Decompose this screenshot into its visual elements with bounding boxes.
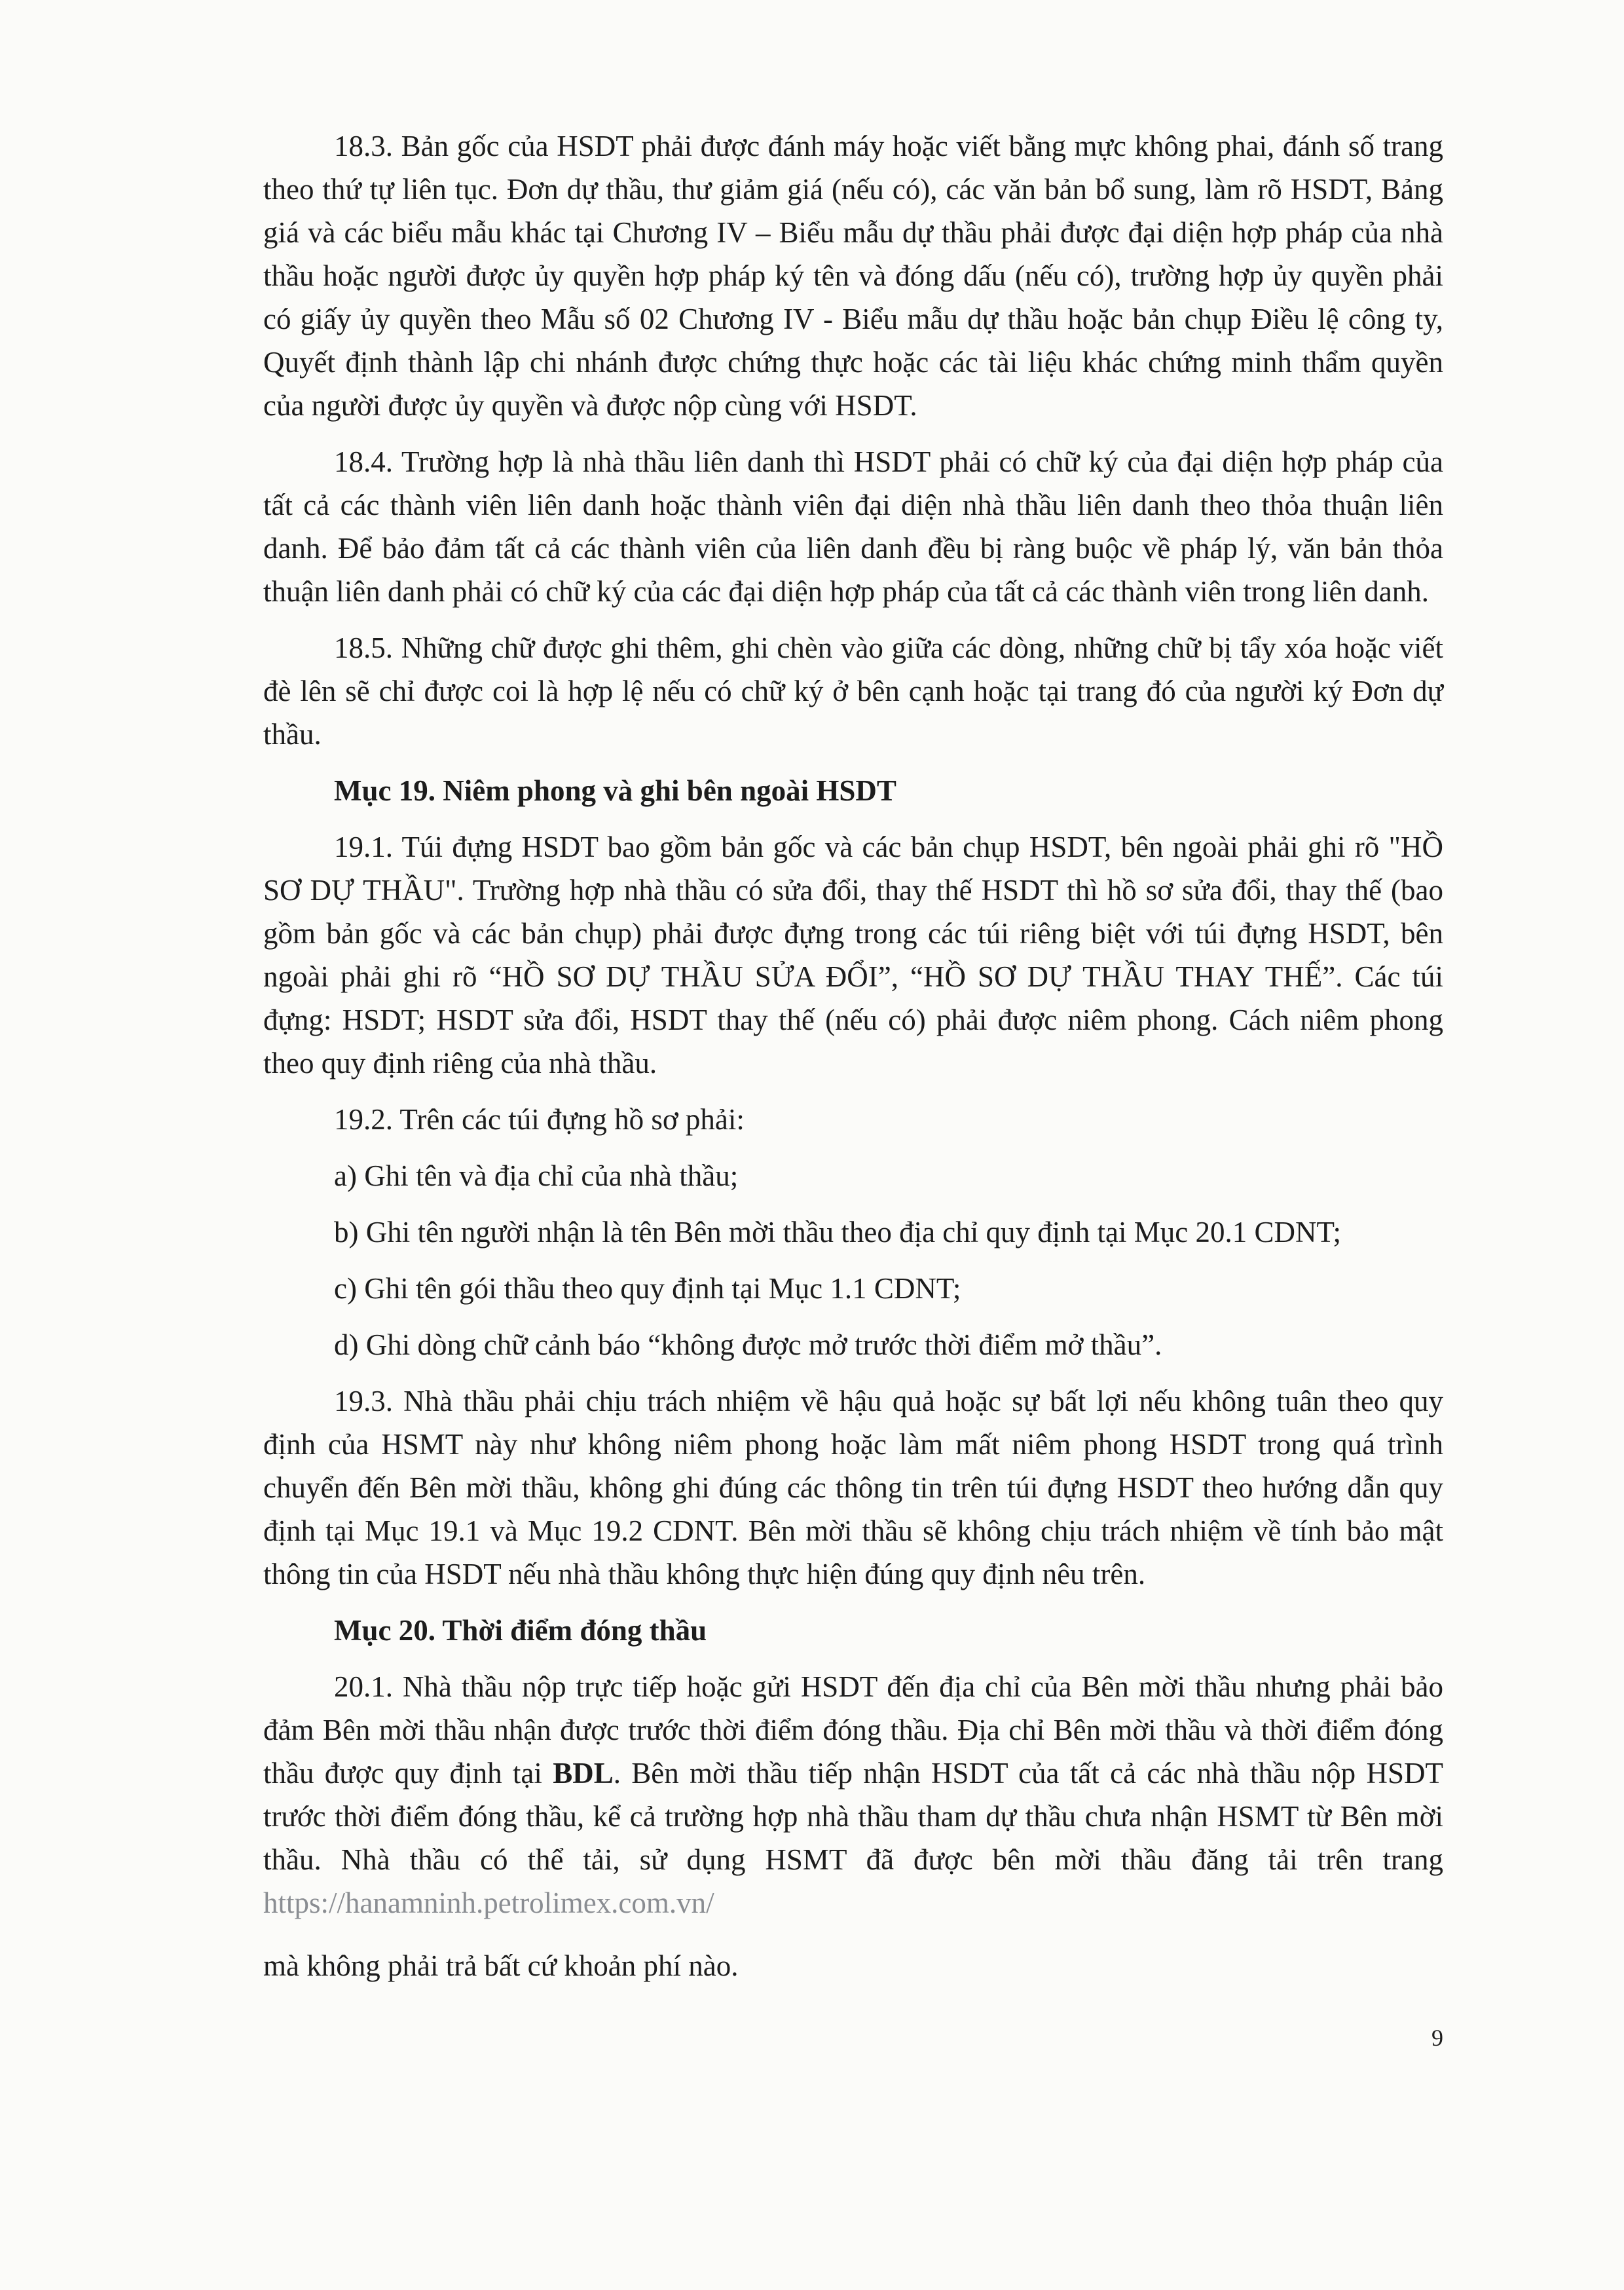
list-item-19-2-a: a) Ghi tên và địa chỉ của nhà thầu; [334, 1159, 739, 1192]
paragraph-20-1 [263, 1665, 1443, 1924]
document-page [263, 124, 1443, 2000]
section-heading-20: Mục 20. Thời điểm đóng thầu [334, 1614, 707, 1647]
paragraph-19-2: 19.2. Trên các túi đựng hồ sơ phải: [334, 1103, 745, 1136]
list-item-19-2-b: b) Ghi tên người nhận là tên Bên mời thầu theo địa chỉ quy định tại Mục 20.1 CDNT; [334, 1216, 1341, 1248]
paragraph-20-1-tail: mà không phải trả bất cứ khoản phí nào. [263, 1949, 739, 1982]
paragraph-18-4: 18.4. Trường hợp là nhà thầu liên danh thì HSDT phải có chữ ký của đại diện hợp pháp của tất cả các thành viên liên danh hoặc thành viên đại diện nhà thầu liên danh theo thỏa thuận liên danh. Để bảo đảm tất cả các thành viên của liên danh đều bị ràng buộc về pháp lý, văn bản thỏa thuận liên danh phải có chữ ký của các đại diện hợp pháp của tất cả các thành viên trong liên danh. [263, 445, 1443, 608]
paragraph-20-1-text-b: . Bên mời thầu tiếp nhận HSDT của tất cả các nhà thầu nộp HSDT trước thời điểm đóng thầu, kể cả trường hợp nhà thầu tham dự thầu chưa nhận HSMT từ Bên mời thầu. Nhà thầu có thể tải, sử dụng HSMT đã được bên mời thầu đăng tải trên trang [263, 1757, 1443, 1876]
paragraph-18-3: 18.3. Bản gốc của HSDT phải được đánh máy hoặc viết bằng mực không phai, đánh số trang theo thứ tự liên tục. Đơn dự thầu, thư giảm giá (nếu có), các văn bản bổ sung, làm rõ HSDT, Bảng giá và các biểu mẫu khác tại Chương IV – Biểu mẫu dự thầu phải được đại diện hợp pháp của nhà thầu hoặc người được ủy quyền hợp pháp ký tên và đóng dấu (nếu có), trường hợp ủy quyền phải có giấy ủy quyền theo Mẫu số 02 Chương IV - Biểu mẫu dự thầu hoặc bản chụp Điều lệ công ty, Quyết định thành lập chi nhánh được chứng thực hoặc các tài liệu khác chứng minh thẩm quyền của người được ủy quyền và được nộp cùng với HSDT. [263, 130, 1443, 422]
paragraph-19-1: 19.1. Túi đựng HSDT bao gồm bản gốc và các bản chụp HSDT, bên ngoài phải ghi rõ "HỒ SƠ DỰ THẦU". Trường hợp nhà thầu có sửa đổi, thay thế HSDT thì hồ sơ sửa đổi, thay thế (bao gồm bản gốc và các bản chụp) phải được đựng trong các túi riêng biệt với túi đựng HSDT, bên ngoài phải ghi rõ “HỒ SƠ DỰ THẦU SỬA ĐỔI”, “HỒ SƠ DỰ THẦU THAY THẾ”. Các túi đựng: HSDT; HSDT sửa đổi, HSDT thay thế (nếu có) phải được niêm phong. Cách niêm phong theo quy định riêng của nhà thầu. [263, 831, 1443, 1079]
paragraph-20-1-text-a: 20.1. Nhà thầu nộp trực tiếp hoặc gửi HSDT đến địa chỉ của Bên mời thầu nhưng phải bảo đảm Bên mời thầu nhận được trước thời điểm đóng thầu. Địa chỉ Bên mời thầu và thời điểm đóng thầu được quy định tại [263, 1670, 1443, 1790]
website-link[interactable]: https://hanamninh.petrolimex.com.vn/ [263, 1886, 714, 1919]
bdl-reference: BDL [553, 1757, 614, 1790]
list-item-19-2-d: d) Ghi dòng chữ cảnh báo “không được mở trước thời điểm mở thầu”. [334, 1328, 1162, 1361]
section-heading-19: Mục 19. Niêm phong và ghi bên ngoài HSDT [334, 774, 896, 807]
paragraph-19-3: 19.3. Nhà thầu phải chịu trách nhiệm về hậu quả hoặc sự bất lợi nếu không tuân theo quy định của HSMT này như không niêm phong hoặc làm mất niêm phong HSDT trong quá trình chuyển đến Bên mời thầu, không ghi đúng các thông tin trên túi đựng HSDT theo hướng dẫn quy định tại Mục 19.1 và Mục 19.2 CDNT. Bên mời thầu sẽ không chịu trách nhiệm về tính bảo mật thông tin của HSDT nếu nhà thầu không thực hiện đúng quy định nêu trên. [263, 1385, 1443, 1590]
paragraph-18-5: 18.5. Những chữ được ghi thêm, ghi chèn vào giữa các dòng, những chữ bị tẩy xóa hoặc viết đè lên sẽ chỉ được coi là hợp lệ nếu có chữ ký ở bên cạnh hoặc tại trang đó của người ký Đơn dự thầu. [263, 631, 1443, 751]
list-item-19-2-c: c) Ghi tên gói thầu theo quy định tại Mục 1.1 CDNT; [334, 1272, 961, 1305]
page-number: 9 [1431, 2025, 1443, 2051]
